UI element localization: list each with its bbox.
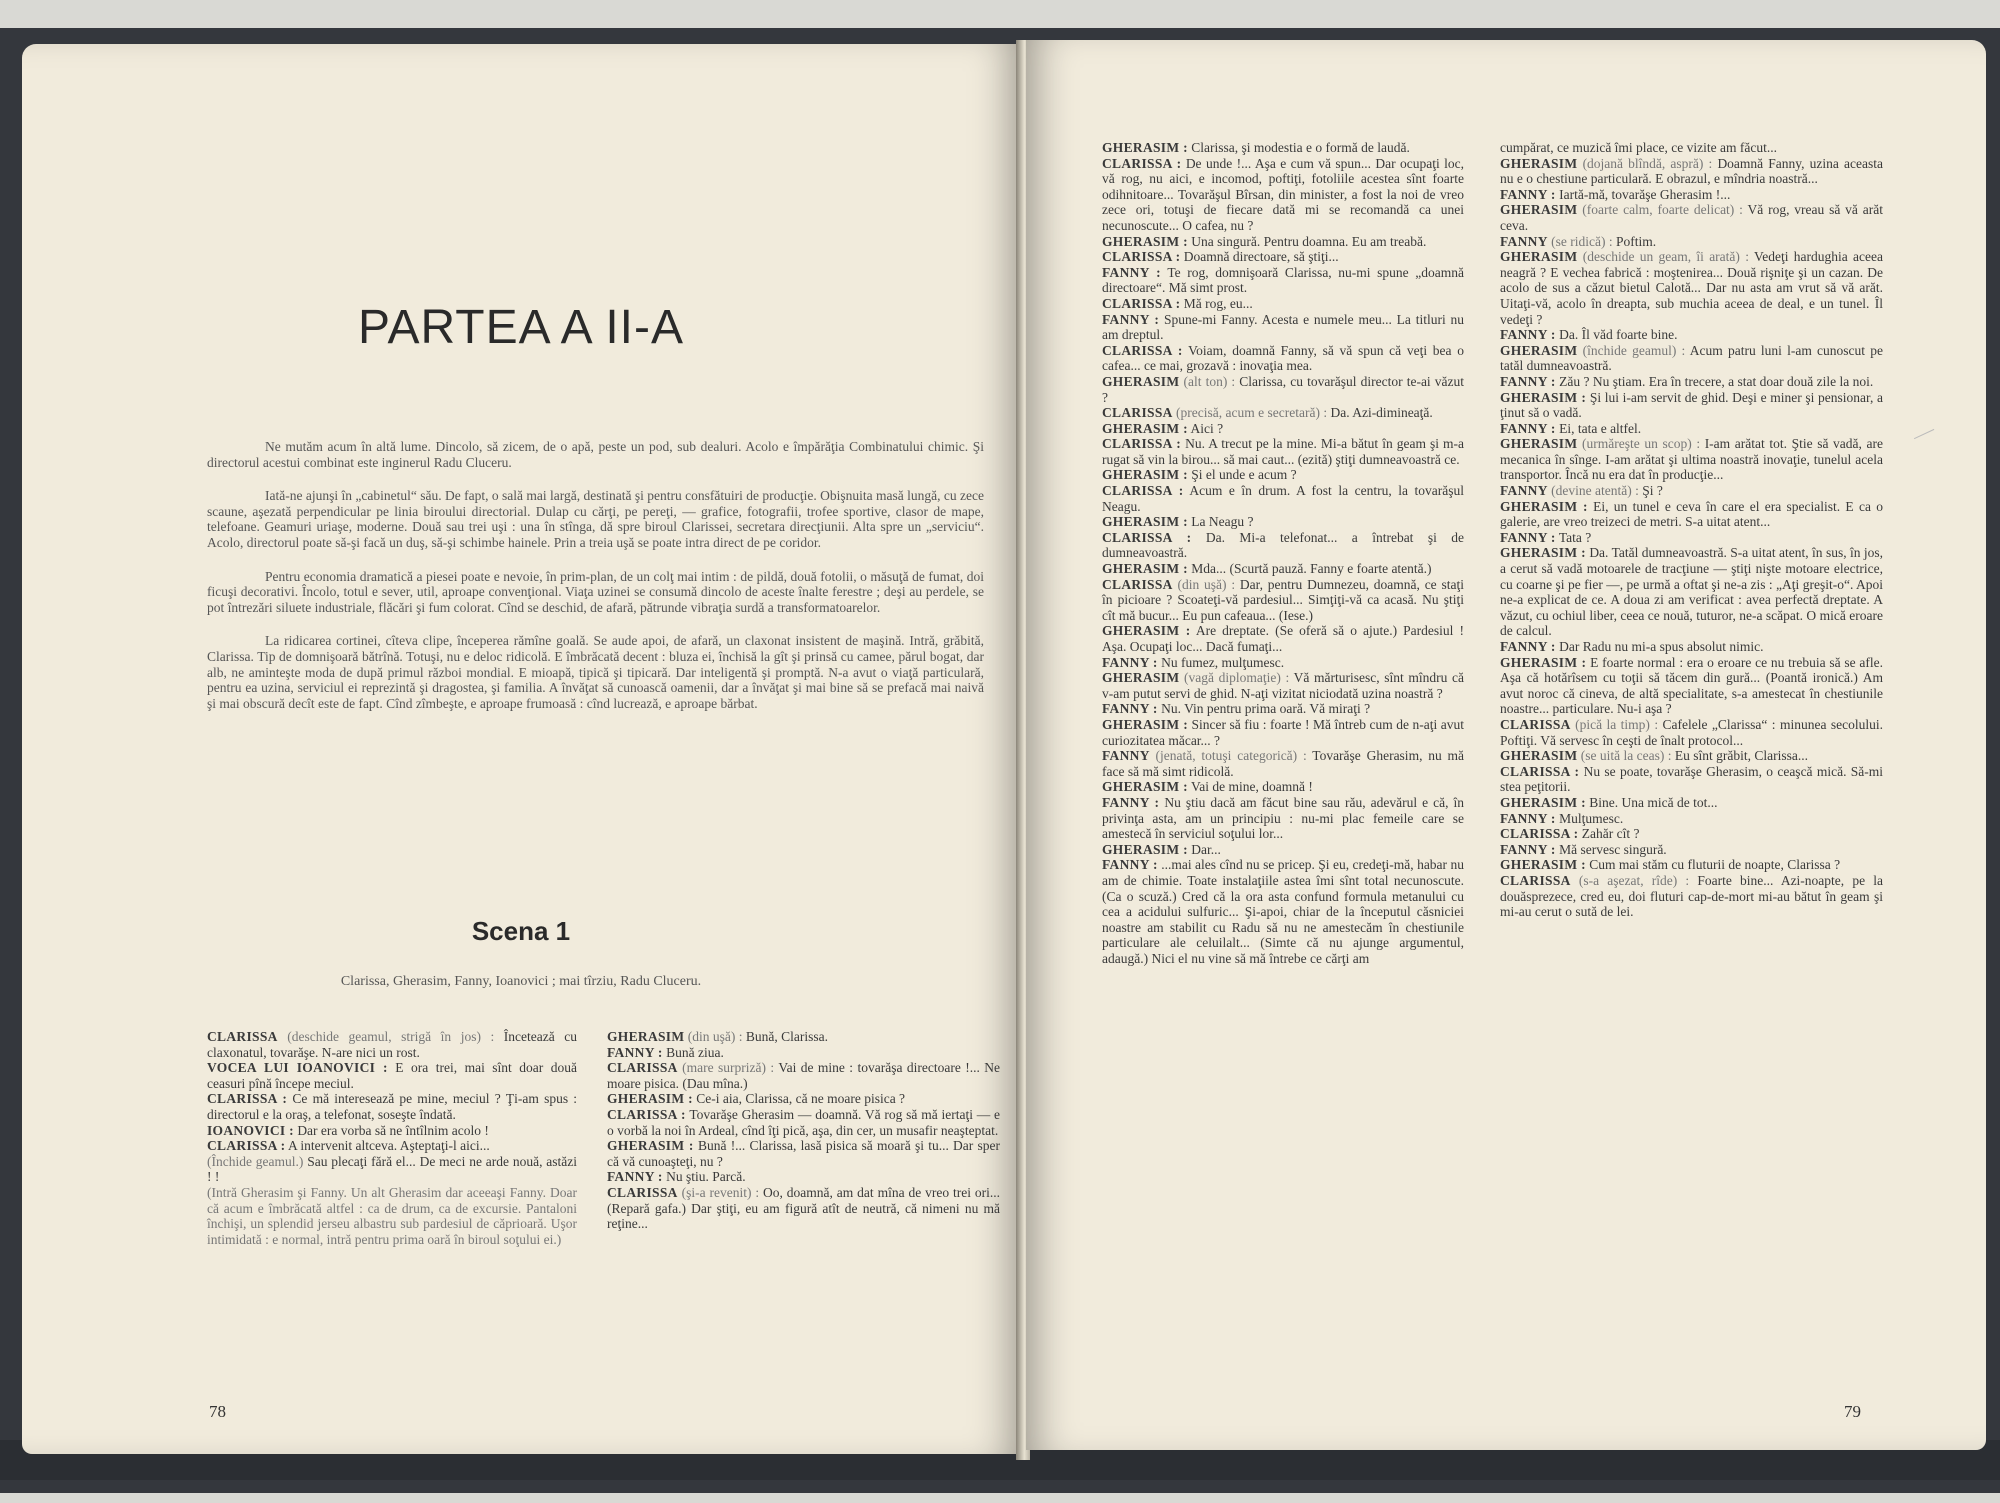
- dialogue-line: [207, 1123, 577, 1139]
- speech-text: Sau plecaţi fără el... De meci ne arde nouă, astăzi ! !: [207, 1153, 577, 1185]
- speech-text: Doamnă directoare, să ştiţi...: [1183, 249, 1339, 265]
- dialogue-line: [1500, 499, 1883, 530]
- dialogue-line: [1500, 717, 1883, 748]
- speaker-name: GHERASIM :: [1500, 654, 1587, 670]
- dialogue-line: [1500, 421, 1883, 437]
- dialogue-line: [607, 1107, 1000, 1138]
- speech-text: Nu. Vin pentru prima oară. Vă miraţi ?: [1161, 701, 1371, 717]
- speech-text: Spune-mi Fanny. Acesta e numele meu... La titluri nu am dreptul.: [1102, 311, 1465, 343]
- speech-text: Nu fumez, mulţumesc.: [1161, 654, 1285, 670]
- dialogue-line: [1500, 748, 1883, 764]
- dialogue-line: [1500, 826, 1883, 842]
- speech-text: Clarissa, şi modestia e o formă de laudă.: [1191, 140, 1410, 155]
- stage-direction: (s-a aşezat, rîde) :: [1578, 872, 1690, 888]
- stage-direction: (mare surpriză) :: [682, 1060, 775, 1076]
- speaker-name: FANNY :: [1102, 654, 1158, 670]
- dialogue-line: [1102, 265, 1464, 296]
- dialogue-line: [1500, 140, 1883, 156]
- dialogue-line: [1500, 202, 1883, 233]
- dialogue-line: [1500, 873, 1883, 920]
- left-page: [22, 44, 1020, 1454]
- dialogue-line: [1500, 436, 1883, 483]
- speaker-name: CLARISSA: [1102, 405, 1173, 421]
- dialogue-line: [1500, 187, 1883, 203]
- speaker-name: FANNY: [1102, 748, 1150, 764]
- speaker-name: FANNY: [1500, 233, 1548, 249]
- speech-text: Zahăr cît ?: [1581, 826, 1640, 842]
- speaker-name: GHERASIM: [1500, 436, 1578, 452]
- dialogue-line: [1102, 655, 1464, 671]
- speaker-name: FANNY: [1500, 483, 1548, 499]
- speech-text: Mulţumesc.: [1559, 810, 1624, 826]
- intro-paragraph: La ridicarea cortinei, cîteva clipe, începerea rămîne goală. Se aude apoi, de afară, un claxonat insistent de maşină. Intră, grăbită, Clarissa. Tip de domnişoară bătrînă. Totuşi, nu e deloc ridicolă. E îmbrăcată decent : bluza ei, închisă la gît şi prinsă cu camee, părul bogat, dar alb, ne aminteşte moda de după primul război mondial. E mioapă, tipică şi tipicară. Dar inteligentă şi promptă. N-a avut o viaţă particulară, pentru ea uzina, serviciul ei reprezintă şi dragostea, şi familia. A învăţat să cunoască oamenii, dar a învăţat şi mai bine să se prefacă mai naivă şi mai obscură decît este de fapt. Cînd zîmbeşte, e aproape frumoasă : cînd lucrează, e aproape bărbat.: [207, 633, 984, 711]
- speaker-name: GHERASIM: [607, 1029, 685, 1044]
- dialogue-line: [607, 1029, 1000, 1045]
- dialogue-line: [1102, 140, 1464, 156]
- speaker-name: GHERASIM :: [1102, 623, 1191, 639]
- intro-paragraph: Iată-ne ajunşi în „cabinetul“ său. De fapt, o sală mai largă, destinată şi pentru consfătuiri de producţie. Obişnuita masă lungă, cu zece scaune, aşezată perpendicular pe linia biroului directorial. Dulap cu cărţi, pe pereţi, — grafice, fotografii, trofee sportive, clasor de mape, telefoane. Geamuri uriaşe, moderne. Două sau trei uşi : una în stînga, dă spre biroul Clarissei, secretara direcţiunii. Alta spre un „serviciu“. Acolo, directorul poate să-şi facă un duş, să-şi schimbe hainele. Prin a treia uşă se poate intra direct de pe coridor.: [207, 488, 984, 550]
- speaker-name: GHERASIM :: [1500, 794, 1586, 810]
- speech-text: Cum mai stăm cu fluturii de noapte, Clarissa ?: [1589, 857, 1841, 873]
- stage-direction: (Intră Gherasim şi Fanny. Un alt Gherasim dar aceeaşi Fanny. Doar că acum e îmbrăcată altfel : ca de drum, ca de excursie. Pantaloni închişi, un splendid jerseu albastru sub pardesiul de căprioară. Uşor intimidată : e normal, intră pentru prima oară în biroul soţului ei.): [207, 1184, 577, 1247]
- speaker-name: FANNY :: [1500, 639, 1556, 654]
- speaker-name: GHERASIM :: [1102, 420, 1188, 436]
- speaker-name: GHERASIM :: [1500, 498, 1588, 514]
- speaker-name: CLARISSA :: [1102, 249, 1181, 265]
- intro-paragraph: Ne mutăm acum în altă lume. Dincolo, să zicem, de o apă, peste un pod, sub dealuri. Acolo e împărăţia Combinatului chimic. Şi directorul acestui combinat este inginerul Radu Cluceru.: [207, 439, 984, 470]
- speaker-name: FANNY :: [1500, 529, 1556, 545]
- speech-text: Una singură. Pentru doamna. Eu am treabă.: [1191, 233, 1427, 249]
- speech-text: Bună, Clarissa.: [745, 1029, 829, 1044]
- speech-text: Te rog, domnişoară Clarissa, nu-mi spune „doamnă directoare“. Mă simt prost.: [1102, 264, 1464, 296]
- speech-text: Are dreptate. (Se oferă să o ajute.) Pardesiul ! Aşa. Ocupaţi loc... Dacă fumaţi...: [1102, 623, 1464, 654]
- speech-text: Oo, doamnă, am dat mîna de vreo trei ori... (Repară gafa.) Dar ştiţi, eu am figură atît de neutră, că nimeni nu mă reţine...: [607, 1184, 1001, 1232]
- speech-text: Acum patru luni l-am cunoscut pe tatăl dumneavoastră.: [1500, 342, 1884, 374]
- speech-text: Bine. Una mică de tot...: [1589, 794, 1718, 810]
- dialogue-line: [1102, 156, 1464, 234]
- dialogue-line: [1500, 343, 1883, 374]
- dialogue-line: [1102, 717, 1464, 748]
- stage-direction: (deschide geamul, strigă în jos) :: [287, 1029, 495, 1044]
- speech-text: Voiam, doamnă Fanny, să vă spun că veţi bea o cafea... ce mai, grozavă : inovaţia mea.: [1102, 342, 1464, 374]
- dialogue-line: [607, 1060, 1000, 1091]
- dialogue-line: [607, 1185, 1000, 1232]
- speech-text: Tovarăşe Gherasim — doamnă. Vă rog să mă iertaţi — e o vorbă la noi în Ardeal, cînd îţi pică, aşa, din cer, un musafir neaşteptat.: [607, 1106, 1000, 1138]
- dialogue-line: [1102, 577, 1464, 624]
- speaker-name: GHERASIM: [1102, 373, 1180, 389]
- speech-text: Da. Azi-dimineaţă.: [1330, 405, 1433, 421]
- speaker-name: CLARISSA :: [207, 1091, 288, 1107]
- dialogue-line: [1102, 467, 1464, 483]
- speaker-name: GHERASIM: [1500, 342, 1578, 358]
- speech-text: Foarte bine... Azi-noapte, pe la douăsprezece, cred eu, doi fluturi cap-de-mort mi-au bătut în geam şi mi-au cerut o sută de lei.: [1500, 872, 1883, 920]
- speech-text: Da. Tatăl dumneavoastră. S-a uitat atent, în sus, în jos, a cerut să vadă motoarele de tracţiune — ştiţi nişte motoare electrice, cu coarne şi pe fier —, pe urmă a oftat şi ne-a zis : „Aţi greşit-o“. Apoi ne-a explicat de ce. A doua zi am verificat : avea perfectă dreptate. A văzut, cu ochiul liber, ceea ce nouă, tuturor, ne-a scăpat. O mică eroare de calcul.: [1500, 545, 1883, 639]
- speaker-name: FANNY :: [1500, 841, 1556, 857]
- speaker-name: CLARISSA :: [607, 1106, 686, 1122]
- stage-direction: (alt ton) :: [1183, 373, 1236, 389]
- stage-direction: (jenată, totuşi categorică) :: [1155, 748, 1307, 764]
- speech-text: Şi lui i-am servit de ghid. Deşi e miner şi pensionar, a ţinut să o vadă.: [1500, 389, 1884, 421]
- cast-list: Clarissa, Gherasim, Fanny, Ioanovici ; mai tîrziu, Radu Cluceru.: [340, 974, 702, 989]
- speech-text: E ora trei, mai sînt doar două ceasuri pînă începe meciul.: [207, 1060, 578, 1091]
- speaker-name: FANNY :: [1102, 264, 1161, 280]
- dialogue-line: [1102, 436, 1464, 467]
- dialogue-line: [1102, 312, 1464, 343]
- speech-text: Ce mă interesează pe mine, meciul ? Ţi-am spus : directorul e la oraş, a telefonat, soseşte îndată.: [207, 1091, 577, 1122]
- dialogue-line: [1102, 343, 1464, 374]
- speech-text: Încetează cu claxonatul, tovarăşe. N-are nici un rost.: [207, 1029, 578, 1060]
- dialogue-line: [1102, 514, 1464, 530]
- speech-text: Cafelele „Clarissa“ : minunea secolului. Poftiţi. Vă servesc în ceşti de înalt protocol...: [1500, 716, 1883, 748]
- speech-text: Dar era vorba să ne întîlnim acolo !: [297, 1122, 489, 1138]
- dialogue-line: [1500, 639, 1883, 655]
- speech-text: Vă rog, vreau să vă arăt ceva.: [1500, 202, 1883, 233]
- scene-title: Scena 1: [471, 916, 571, 946]
- dialogue-line: [1500, 483, 1883, 499]
- stage-direction: (foarte calm, foarte delicat) :: [1582, 202, 1743, 218]
- dialogue-line: [1102, 374, 1464, 405]
- speaker-name: CLARISSA: [1500, 872, 1571, 888]
- stage-direction: (Închide geamul.): [207, 1153, 304, 1169]
- speaker-name: GHERASIM :: [1102, 841, 1188, 857]
- speech-text: Vedeţi hardughia aceea neagră ? E vechea fabrică : moştenirea... Două rişniţe şi un cazan. De acolo de sus a căzut bietul Calotă... Dar nu asta am vrut să vă arăt. Uitaţi-vă, acolo în dreapta, sub muchia aceea de deal, e un tunel. Îl vedeţi ?: [1500, 249, 1883, 327]
- left-column-1: [207, 1029, 577, 1247]
- speaker-name: FANNY :: [607, 1044, 663, 1060]
- speech-text: Şi el unde e acum ?: [1191, 467, 1297, 483]
- speaker-name: FANNY :: [1102, 794, 1160, 810]
- speaker-name: FANNY :: [1102, 311, 1160, 327]
- dialogue-line: [1102, 421, 1464, 437]
- speech-text: Tovarăşe Gherasim, nu mă face să mă simt ridicolă.: [1102, 748, 1465, 779]
- speech-text: Bună ziua.: [666, 1044, 724, 1060]
- dialogue-line: [1500, 811, 1883, 827]
- speaker-name: GHERASIM: [1102, 670, 1180, 686]
- speaker-name: GHERASIM :: [1102, 779, 1188, 795]
- speech-text: Acum e în drum. A fost la centru, la tovarăşul Neagu.: [1102, 483, 1464, 514]
- speech-text: cumpărat, ce muzică îmi place, ce vizite am făcut...: [1500, 140, 1777, 155]
- speech-text: Sincer să fiu : foarte ! Mă întreb cum de n-aţi avut curiozitatea măcar... ?: [1102, 716, 1465, 748]
- dialogue-line: [1102, 857, 1464, 966]
- speaker-name: CLARISSA: [1102, 576, 1173, 592]
- speech-text: Vă mărturisesc, sînt mîndru că v-am putut servi de ghid. N-aţi vizitat niciodată uzina noastră ?: [1102, 670, 1464, 701]
- speaker-name: FANNY :: [607, 1169, 663, 1185]
- stage-direction: (dojană blîndă, aspră) :: [1582, 155, 1713, 171]
- dialogue-line: [1500, 655, 1883, 717]
- dialogue-line: [1500, 156, 1883, 187]
- speaker-name: GHERASIM :: [1500, 545, 1586, 561]
- speech-text: Dar Radu nu mi-a spus absolut nimic.: [1559, 639, 1764, 654]
- speech-text: La Neagu ?: [1191, 514, 1254, 530]
- dialogue-line: [1102, 842, 1464, 858]
- speech-text: I-am arătat tot. Ştie să vadă, are mecanica în sînge. I-am arătat şi ultima noastră inovaţie, tunelul acela transportor. Încă nu era dat în producţie...: [1500, 436, 1884, 483]
- dialogue-line: [1500, 374, 1883, 390]
- speaker-name: GHERASIM :: [1500, 389, 1587, 405]
- stage-direction: (precisă, acum e secretară) :: [1176, 405, 1328, 421]
- speech-text: ...mai ales cînd nu se pricep. Şi eu, credeţi-mă, habar nu am de chimie. Toate instalaţiile astea îmi sînt total necunoscute. (Ca o scuză.) Cred că la ora asta confund formula metanului cu cea a acidului sulfuric... Şi-apoi, chiar de la începutul căsniciei noastre am stabilit cu Radu să nu ne amestecăm în chestiunile particulare ale celuilalt... (Simte că nu ajunge argumentul, adaugă.) Nici el nu vine să mă întrebe ce cărţi am: [1102, 857, 1464, 966]
- stage-direction: (vagă diplomaţie) :: [1184, 670, 1290, 686]
- speaker-name: FANNY :: [1500, 186, 1556, 202]
- speaker-name: GHERASIM: [1500, 748, 1578, 764]
- speaker-name: FANNY :: [1500, 420, 1556, 436]
- right-column-2: [1500, 140, 1883, 920]
- speech-text: De unde !... Aşa e cum vă spun... Dar ocupaţi loc, vă rog, nu aici, e incomod, poftiţi, fotoliile acestea sînt foarte odihnitoare... Tovarăşul Bîrsan, din minister, a fost la noi de vreo zece ori, totuşi de fiecare dată mi se recomandă ca unei necunoscute... O cafea, nu ?: [1102, 155, 1464, 233]
- speaker-name: GHERASIM :: [607, 1138, 694, 1154]
- dialogue-line: [607, 1138, 1000, 1169]
- speech-text: Clarissa, cu tovarăşul director te-ai văzut ?: [1102, 373, 1465, 405]
- dialogue-line: [1102, 530, 1464, 561]
- page-number: 79: [1844, 1402, 1861, 1421]
- stage-direction: (se uită la ceas) :: [1580, 748, 1672, 764]
- speaker-name: CLARISSA :: [1500, 763, 1580, 779]
- speaker-name: GHERASIM :: [1102, 514, 1188, 530]
- stage-direction: (din uşă) :: [1177, 576, 1236, 592]
- dialogue-line: [207, 1091, 577, 1122]
- speaker-name: GHERASIM :: [1500, 857, 1586, 873]
- speaker-name: GHERASIM :: [1102, 467, 1188, 483]
- right-page: [1026, 40, 1986, 1450]
- dialogue-line: [1102, 779, 1464, 795]
- dialogue-line: [1102, 296, 1464, 312]
- speech-text: E foarte normal : era o eroare ce nu trebuia să se afle. Aşa că hotărîsem cu toţii să tăcem din gură... (Poantă ironică.) Am avut noroc că cineva, de altă specialitate, s-a amestecat în chestiunile noastre... particulare. Nu-i aşa ?: [1500, 654, 1883, 717]
- dialogue-line: [207, 1060, 577, 1091]
- speaker-name: CLARISSA :: [1102, 436, 1182, 452]
- dialogue-line: [1102, 234, 1464, 250]
- dialogue-line: [1500, 857, 1883, 873]
- dialogue-line: [607, 1091, 1000, 1107]
- speaker-name: GHERASIM :: [1102, 561, 1188, 577]
- speaker-name: FANNY :: [1102, 857, 1158, 873]
- speaker-name: GHERASIM: [1500, 249, 1578, 265]
- stage-direction: (şi-a revenit) :: [681, 1184, 760, 1200]
- dialogue-line: [607, 1169, 1000, 1185]
- speaker-name: CLARISSA: [207, 1029, 278, 1044]
- speech-text: Da. Îl văd foarte bine.: [1559, 327, 1678, 343]
- speaker-name: CLARISSA :: [1102, 529, 1192, 545]
- dialogue-line: [1102, 483, 1464, 514]
- speaker-name: CLARISSA :: [1102, 295, 1181, 311]
- stage-direction: (din uşă) :: [687, 1029, 743, 1044]
- speech-text: Mă rog, eu...: [1183, 295, 1253, 311]
- stage-direction: (deschide un geam, îi arată) :: [1582, 249, 1749, 265]
- speech-text: Nu se poate, tovarăşe Gherasim, o ceaşcă mică. Să-mi stea peţitorii.: [1500, 763, 1883, 795]
- speaker-name: CLARISSA: [607, 1184, 678, 1200]
- speaker-name: FANNY :: [1500, 810, 1556, 826]
- speaker-name: GHERASIM :: [1102, 140, 1188, 155]
- speaker-name: FANNY :: [1500, 327, 1556, 343]
- stage-direction: (pică la timp) :: [1575, 716, 1659, 732]
- part-title: PARTEA A II-A: [357, 301, 685, 354]
- page-number: 78: [209, 1402, 226, 1421]
- speaker-name: IOANOVICI :: [207, 1122, 294, 1138]
- dialogue-line: [207, 1138, 577, 1154]
- speech-text: Nu ştiu dacă am făcut bine sau rău, adevărul e că, în privinţa asta, am un principiu : nu-mi plac femeile care se amestecă în serviciul soţului lor...: [1102, 794, 1464, 842]
- stage-direction: (urmăreşte un scop) :: [1582, 436, 1701, 452]
- speech-text: Poftim.: [1615, 233, 1657, 249]
- speaker-name: CLARISSA :: [207, 1138, 286, 1154]
- speech-text: Vai de mine : tovarăşa directoare !... Ne moare pisica. (Dau mîna.): [607, 1060, 1001, 1091]
- dialogue-line: [1500, 327, 1883, 343]
- speaker-name: CLARISSA :: [1102, 483, 1184, 499]
- dialogue-line: [1102, 795, 1464, 842]
- speech-text: Tata ?: [1558, 529, 1592, 545]
- speech-text: Dar, pentru Dumnezeu, doamnă, ce staţi în picioare ? Scoateţi-vă pardesiul... Simţiţi-vă ca acasă. Nu ştiţi cît mă bucur... Eu pun cafeaua... (Iese.): [1102, 576, 1464, 623]
- speaker-name: GHERASIM: [1500, 155, 1578, 171]
- dialogue-line: [1102, 561, 1464, 577]
- dialogue-line: [1500, 390, 1883, 421]
- speech-text: Ce-i aia, Clarissa, că ne moare pisica ?: [696, 1091, 906, 1107]
- stage-direction: (se ridică) :: [1551, 233, 1613, 249]
- speaker-name: GHERASIM :: [1102, 233, 1188, 249]
- dialogue-line: [1500, 249, 1883, 327]
- dialogue-line: [207, 1154, 577, 1185]
- right-column-1: [1102, 140, 1464, 966]
- speaker-name: GHERASIM :: [1102, 716, 1189, 732]
- dialogue-line: [1500, 795, 1883, 811]
- stage-direction: (devine atentă) :: [1551, 483, 1639, 499]
- intro-paragraph: Pentru economia dramatică a piesei poate e nevoie, în prim-plan, de un colţ mai intim : de pildă, două fotolii, o măsuţă de fumat, doi ficuşi decorativi. Încolo, totul e sever, util, aproape convenţional. Viaţa uzinei se consumă dincolo de aceste înalte ferestre ; deşi au perdele, se pot întrezări siluete industriale, flăcări şi fum colorat. Cînd se deschid, de afară, pătrunde vibraţia surdă a transformatoarelor.: [207, 568, 984, 615]
- speech-text: Mă servesc singură.: [1559, 841, 1667, 857]
- speaker-name: CLARISSA :: [1102, 155, 1182, 171]
- speaker-name: VOCEA LUI IOANOVICI :: [207, 1060, 388, 1076]
- speech-text: Mda... (Scurtă pauză. Fanny e foarte atentă.): [1191, 561, 1432, 577]
- left-column-2: [607, 1029, 1000, 1232]
- speaker-name: CLARISSA: [607, 1060, 678, 1076]
- speech-text: Ei, tata e altfel.: [1559, 420, 1642, 436]
- speech-text: Ei, un tunel e ceva în care el era specialist. E ca o galerie, are vreo treizeci de metri. S-a uitat atent...: [1500, 498, 1884, 530]
- speech-text: Nu. A trecut pe la mine. Mi-a bătut în geam şi m-a rugat să vin la birou... să mai caut... (ezită) ştiţi dumneavoastră ce.: [1102, 436, 1464, 467]
- speech-text: Nu ştiu. Parcă.: [666, 1169, 746, 1185]
- dialogue-line: [1102, 405, 1464, 421]
- dialogue-line: [1500, 764, 1883, 795]
- speaker-name: CLARISSA :: [1500, 826, 1579, 842]
- speaker-name: FANNY :: [1102, 701, 1158, 717]
- dialogue-line: [1500, 842, 1883, 858]
- speech-text: Aici ?: [1190, 420, 1224, 436]
- dialogue-line: [1102, 670, 1464, 701]
- speaker-name: CLARISSA: [1500, 716, 1571, 732]
- speech-text: Şi ?: [1642, 483, 1663, 499]
- speech-text: Vai de mine, doamnă !: [1191, 779, 1313, 795]
- speaker-name: GHERASIM :: [607, 1091, 693, 1107]
- intro-text: [207, 439, 984, 729]
- speech-text: Da. Mi-a telefonat... a întrebat şi de dumneavoastră.: [1102, 529, 1464, 561]
- speaker-name: GHERASIM: [1500, 202, 1578, 218]
- speech-text: Bună !... Clarissa, lasă pisica să moară şi tu... Dar sper că vă cunoaşteţi, nu ?: [607, 1138, 1001, 1169]
- dialogue-line: [207, 1185, 577, 1247]
- speech-text: A intervenit altceva. Aşteptaţi-l aici...: [288, 1138, 490, 1154]
- stage-direction: (închide geamul) :: [1582, 342, 1686, 358]
- speech-text: Zău ? Nu ştiam. Era în trecere, a stat doar două zile la noi.: [1559, 373, 1874, 389]
- speech-text: Doamnă Fanny, uzina aceasta nu e o chestiune particulară. E obrazul, e mîndria noastră...: [1500, 155, 1884, 187]
- dialogue-line: [1500, 234, 1883, 250]
- dialogue-line: [1102, 701, 1464, 717]
- speech-text: Dar...: [1191, 841, 1221, 857]
- dialogue-line: [1102, 623, 1464, 654]
- dialogue-line: [1102, 748, 1464, 779]
- dialogue-line: [607, 1045, 1000, 1061]
- speech-text: Iartă-mă, tovarăşe Gherasim !...: [1559, 186, 1731, 202]
- dialogue-line: [207, 1029, 577, 1060]
- speaker-name: CLARISSA :: [1102, 342, 1183, 358]
- speaker-name: FANNY :: [1500, 373, 1556, 389]
- dialogue-line: [1500, 545, 1883, 639]
- dialogue-line: [1102, 249, 1464, 265]
- dialogue-line: [1500, 530, 1883, 546]
- speech-text: Eu sînt grăbit, Clarissa...: [1674, 748, 1808, 764]
